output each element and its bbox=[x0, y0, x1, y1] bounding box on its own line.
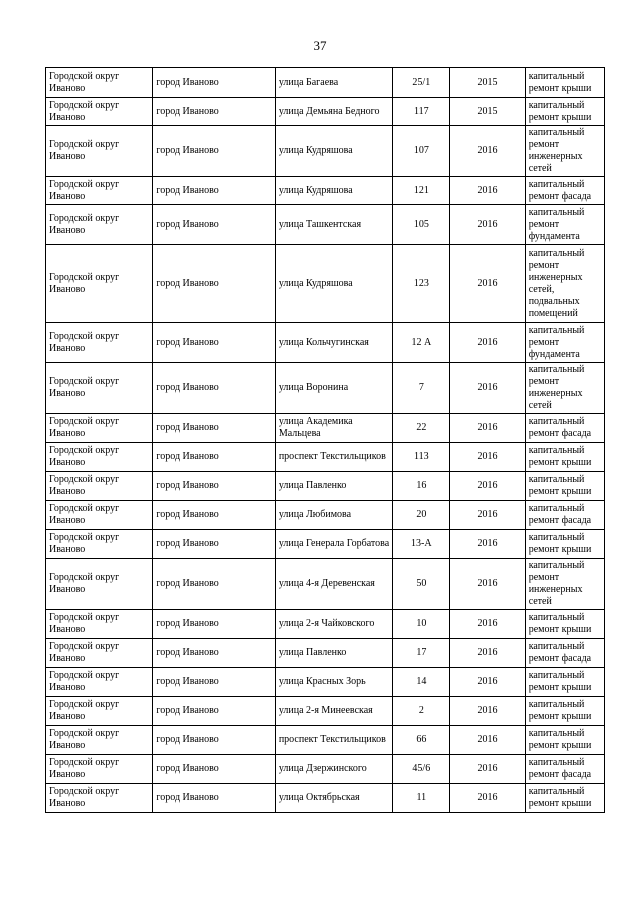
work-type-cell: капитальный ремонт крыши bbox=[525, 610, 604, 639]
year-cell: 2016 bbox=[450, 784, 525, 813]
house-number-cell: 25/1 bbox=[393, 68, 450, 98]
house-number-cell: 50 bbox=[393, 559, 450, 610]
house-number-cell: 45/6 bbox=[393, 755, 450, 784]
house-number-cell: 113 bbox=[393, 443, 450, 472]
district-cell: Городской округ Иваново bbox=[46, 697, 153, 726]
page-number: 37 bbox=[313, 38, 327, 53]
house-number-cell: 7 bbox=[393, 363, 450, 414]
street-cell: улица 4-я Деревенская bbox=[275, 559, 392, 610]
house-number-cell: 17 bbox=[393, 639, 450, 668]
house-number-cell: 2 bbox=[393, 697, 450, 726]
table-row bbox=[46, 610, 605, 639]
city-cell: город Иваново bbox=[153, 68, 275, 98]
city-cell: город Иваново bbox=[153, 177, 275, 205]
street-cell: улица Дзержинского bbox=[275, 755, 392, 784]
work-type-cell: капитальный ремонт крыши bbox=[525, 530, 604, 559]
district-cell: Городской округ Иваново bbox=[46, 323, 153, 363]
table-row bbox=[46, 668, 605, 697]
work-type-cell: капитальный ремонт фасада bbox=[525, 501, 604, 530]
work-type-cell: капитальный ремонт фасада bbox=[525, 639, 604, 668]
house-number-cell: 22 bbox=[393, 414, 450, 443]
city-cell: город Иваново bbox=[153, 98, 275, 126]
table-row bbox=[46, 726, 605, 755]
city-cell: город Иваново bbox=[153, 697, 275, 726]
city-cell: город Иваново bbox=[153, 610, 275, 639]
table-row bbox=[46, 784, 605, 813]
street-cell: улица Кудряшова bbox=[275, 177, 392, 205]
street-cell: улица Красных Зорь bbox=[275, 668, 392, 697]
street-cell: улица Павленко bbox=[275, 639, 392, 668]
work-type-cell: капитальный ремонт фасада bbox=[525, 177, 604, 205]
year-cell: 2016 bbox=[450, 668, 525, 697]
city-cell: город Иваново bbox=[153, 443, 275, 472]
district-cell: Городской округ Иваново bbox=[46, 784, 153, 813]
district-cell: Городской округ Иваново bbox=[46, 755, 153, 784]
house-number-cell: 16 bbox=[393, 472, 450, 501]
house-number-cell: 12 А bbox=[393, 323, 450, 363]
work-type-cell: капитальный ремонт фундамента bbox=[525, 205, 604, 245]
street-cell: улица Ташкентская bbox=[275, 205, 392, 245]
table-row bbox=[46, 443, 605, 472]
work-type-cell: капитальный ремонт крыши bbox=[525, 98, 604, 126]
district-cell: Городской округ Иваново bbox=[46, 668, 153, 697]
street-cell: улица 2-я Минеевская bbox=[275, 697, 392, 726]
work-type-cell: капитальный ремонт крыши bbox=[525, 726, 604, 755]
city-cell: город Иваново bbox=[153, 414, 275, 443]
year-cell: 2016 bbox=[450, 726, 525, 755]
street-cell: улица Генерала Горбатова bbox=[275, 530, 392, 559]
year-cell: 2016 bbox=[450, 697, 525, 726]
table-row bbox=[46, 98, 605, 126]
year-cell: 2016 bbox=[450, 205, 525, 245]
work-type-cell: капитальный ремонт крыши bbox=[525, 472, 604, 501]
work-type-cell: капитальный ремонт фасада bbox=[525, 755, 604, 784]
house-number-cell: 11 bbox=[393, 784, 450, 813]
city-cell: город Иваново bbox=[153, 245, 275, 323]
table-row bbox=[46, 501, 605, 530]
year-cell: 2016 bbox=[450, 414, 525, 443]
house-number-cell: 13-А bbox=[393, 530, 450, 559]
year-cell: 2016 bbox=[450, 472, 525, 501]
year-cell: 2016 bbox=[450, 323, 525, 363]
year-cell: 2016 bbox=[450, 755, 525, 784]
district-cell: Городской округ Иваново bbox=[46, 68, 153, 98]
work-type-cell: капитальный ремонт инженерных сетей bbox=[525, 126, 604, 177]
year-cell: 2015 bbox=[450, 68, 525, 98]
table-row bbox=[46, 530, 605, 559]
district-cell: Городской округ Иваново bbox=[46, 245, 153, 323]
street-cell: проспект Текстильщиков bbox=[275, 443, 392, 472]
street-cell: улица Кудряшова bbox=[275, 126, 392, 177]
house-number-cell: 14 bbox=[393, 668, 450, 697]
city-cell: город Иваново bbox=[153, 472, 275, 501]
work-type-cell: капитальный ремонт инженерных сетей, подвальных помещений bbox=[525, 245, 604, 323]
city-cell: город Иваново bbox=[153, 559, 275, 610]
district-cell: Городской округ Иваново bbox=[46, 205, 153, 245]
district-cell: Городской округ Иваново bbox=[46, 559, 153, 610]
street-cell: улица Багаева bbox=[275, 68, 392, 98]
work-type-cell: капитальный ремонт крыши bbox=[525, 68, 604, 98]
street-cell: улица Кольчугинская bbox=[275, 323, 392, 363]
year-cell: 2016 bbox=[450, 501, 525, 530]
street-cell: улица 2-я Чайковского bbox=[275, 610, 392, 639]
year-cell: 2016 bbox=[450, 363, 525, 414]
street-cell: улица Демьяна Бедного bbox=[275, 98, 392, 126]
work-type-cell: капитальный ремонт крыши bbox=[525, 697, 604, 726]
year-cell: 2016 bbox=[450, 610, 525, 639]
year-cell: 2016 bbox=[450, 245, 525, 323]
city-cell: город Иваново bbox=[153, 784, 275, 813]
city-cell: город Иваново bbox=[153, 755, 275, 784]
city-cell: город Иваново bbox=[153, 126, 275, 177]
work-type-cell: капитальный ремонт крыши bbox=[525, 784, 604, 813]
district-cell: Городской округ Иваново bbox=[46, 443, 153, 472]
table-row bbox=[46, 472, 605, 501]
table-body bbox=[46, 68, 605, 813]
work-type-cell: капитальный ремонт фасада bbox=[525, 414, 604, 443]
work-type-cell: капитальный ремонт инженерных сетей bbox=[525, 559, 604, 610]
table-row bbox=[46, 639, 605, 668]
house-number-cell: 117 bbox=[393, 98, 450, 126]
district-cell: Городской округ Иваново bbox=[46, 530, 153, 559]
table-row bbox=[46, 245, 605, 323]
house-number-cell: 20 bbox=[393, 501, 450, 530]
district-cell: Городской округ Иваново bbox=[46, 501, 153, 530]
city-cell: город Иваново bbox=[153, 639, 275, 668]
district-cell: Городской округ Иваново bbox=[46, 414, 153, 443]
house-number-cell: 66 bbox=[393, 726, 450, 755]
year-cell: 2016 bbox=[450, 443, 525, 472]
work-type-cell: капитальный ремонт фундамента bbox=[525, 323, 604, 363]
table-row bbox=[46, 363, 605, 414]
city-cell: город Иваново bbox=[153, 501, 275, 530]
city-cell: город Иваново bbox=[153, 205, 275, 245]
city-cell: город Иваново bbox=[153, 668, 275, 697]
district-cell: Городской округ Иваново bbox=[46, 726, 153, 755]
city-cell: город Иваново bbox=[153, 530, 275, 559]
house-number-cell: 107 bbox=[393, 126, 450, 177]
year-cell: 2016 bbox=[450, 530, 525, 559]
year-cell: 2015 bbox=[450, 98, 525, 126]
table-row bbox=[46, 697, 605, 726]
street-cell: улица Октябрьская bbox=[275, 784, 392, 813]
work-type-cell: капитальный ремонт инженерных сетей bbox=[525, 363, 604, 414]
table-row bbox=[46, 323, 605, 363]
table-row bbox=[46, 205, 605, 245]
year-cell: 2016 bbox=[450, 177, 525, 205]
street-cell: улица Кудряшова bbox=[275, 245, 392, 323]
year-cell: 2016 bbox=[450, 639, 525, 668]
street-cell: улица Воронина bbox=[275, 363, 392, 414]
table-row bbox=[46, 68, 605, 98]
street-cell: улица Любимова bbox=[275, 501, 392, 530]
year-cell: 2016 bbox=[450, 559, 525, 610]
district-cell: Городской округ Иваново bbox=[46, 639, 153, 668]
district-cell: Городской округ Иваново bbox=[46, 610, 153, 639]
district-cell: Городской округ Иваново bbox=[46, 177, 153, 205]
work-type-cell: капитальный ремонт крыши bbox=[525, 443, 604, 472]
street-cell: улица Академика Мальцева bbox=[275, 414, 392, 443]
table-row bbox=[46, 755, 605, 784]
house-number-cell: 105 bbox=[393, 205, 450, 245]
city-cell: город Иваново bbox=[153, 323, 275, 363]
table-row bbox=[46, 414, 605, 443]
house-number-cell: 123 bbox=[393, 245, 450, 323]
house-number-cell: 10 bbox=[393, 610, 450, 639]
city-cell: город Иваново bbox=[153, 726, 275, 755]
table-row bbox=[46, 177, 605, 205]
table-row bbox=[46, 559, 605, 610]
work-type-cell: капитальный ремонт крыши bbox=[525, 668, 604, 697]
city-cell: город Иваново bbox=[153, 363, 275, 414]
district-cell: Городской округ Иваново bbox=[46, 98, 153, 126]
street-cell: проспект Текстильщиков bbox=[275, 726, 392, 755]
house-number-cell: 121 bbox=[393, 177, 450, 205]
district-cell: Городской округ Иваново bbox=[46, 472, 153, 501]
district-cell: Городской округ Иваново bbox=[46, 126, 153, 177]
street-cell: улица Павленко bbox=[275, 472, 392, 501]
table-row bbox=[46, 126, 605, 177]
district-cell: Городской округ Иваново bbox=[46, 363, 153, 414]
year-cell: 2016 bbox=[450, 126, 525, 177]
housing-repair-table bbox=[45, 67, 605, 813]
